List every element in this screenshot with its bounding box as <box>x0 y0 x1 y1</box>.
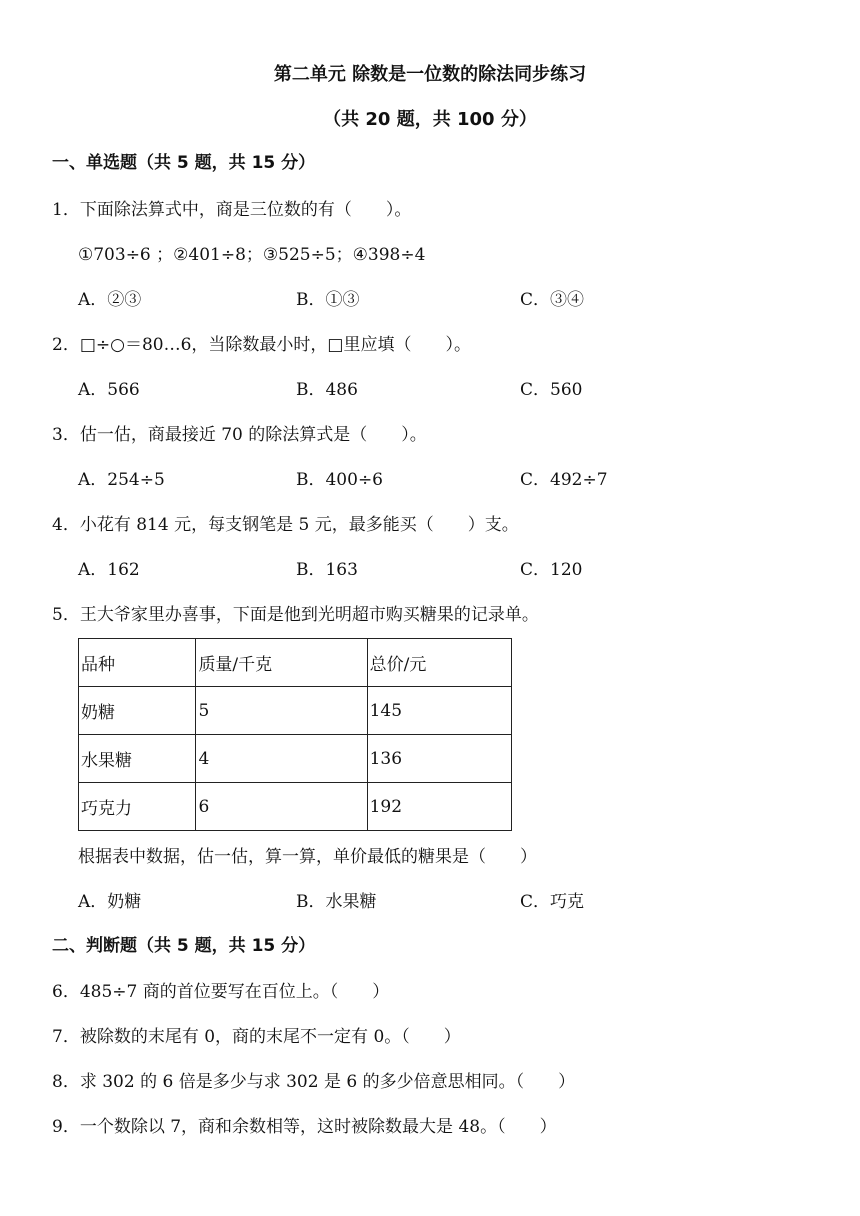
question-2-text: 2．□÷○＝80…6，当除数最小时，□里应填（ ）。 <box>52 335 471 355</box>
option-c[interactable]: C．巧克 <box>520 892 585 912</box>
table-cell: 4 <box>196 735 367 783</box>
option-c[interactable]: C．492÷7 <box>520 470 608 490</box>
option-b[interactable]: B．400÷6 <box>296 470 384 490</box>
table-cell: 巧克力 <box>79 783 196 831</box>
question-3-text: 3．估一估，商最接近 70 的除法算式是（ ）。 <box>52 425 427 445</box>
table-header-row <box>79 639 512 687</box>
question-4-text: 4．小花有 814 元，每支钢笔是 5 元，最多能买（ ）支。 <box>52 515 519 535</box>
table-cell: 145 <box>367 687 511 735</box>
table-header-cell: 总价/元 <box>367 639 511 687</box>
page-title: 第二单元 除数是一位数的除法同步练习 <box>273 64 587 85</box>
question-8-text: 8．求 302 的 6 倍是多少与求 302 是 6 的多少倍意思相同。（ ） <box>52 1072 576 1092</box>
candy-record-table <box>78 638 512 831</box>
table-header-cell: 质量/千克 <box>196 639 367 687</box>
table-cell: 136 <box>367 735 511 783</box>
option-a[interactable]: A．162 <box>78 560 140 580</box>
table-cell: 192 <box>367 783 511 831</box>
table-header-cell: 品种 <box>79 639 196 687</box>
option-b[interactable]: B．486 <box>296 380 358 400</box>
table-cell: 5 <box>196 687 367 735</box>
question-5-options <box>0 887 860 917</box>
option-a[interactable]: A．254÷5 <box>78 470 165 490</box>
question-4-options <box>0 555 860 585</box>
question-5-prompt: 根据表中数据，估一估，算一算，单价最低的糖果是（ ） <box>78 847 537 867</box>
table-row <box>79 783 512 831</box>
question-9-text: 9．一个数除以 7，商和余数相等，这时被除数最大是 48。（ ） <box>52 1117 557 1137</box>
table-cell: 奶糖 <box>79 687 196 735</box>
option-a[interactable]: A．奶糖 <box>78 892 142 912</box>
option-b[interactable]: B．①③ <box>296 290 360 310</box>
option-c[interactable]: C．120 <box>520 560 583 580</box>
question-3-options <box>0 465 860 495</box>
table-cell: 6 <box>196 783 367 831</box>
option-b[interactable]: B．163 <box>296 560 358 580</box>
question-7-text: 7．被除数的末尾有 0，商的末尾不一定有 0。（ ） <box>52 1027 461 1047</box>
section-heading-true-false: 二、判断题（共 5 题，共 15 分） <box>52 936 316 956</box>
section-heading-single-choice: 一、单选题（共 5 题，共 15 分） <box>52 153 316 173</box>
question-5-text: 5．王大爷家里办喜事，下面是他到光明超市购买糖果的记录单。 <box>52 605 539 625</box>
option-c[interactable]: C．560 <box>520 380 583 400</box>
option-a[interactable]: A．②③ <box>78 290 142 310</box>
question-1-options <box>0 285 860 315</box>
option-a[interactable]: A．566 <box>78 380 140 400</box>
option-c[interactable]: C．③④ <box>520 290 585 310</box>
table-row <box>79 687 512 735</box>
option-b[interactable]: B．水果糖 <box>296 892 377 912</box>
question-6-text: 6．485÷7 商的首位要写在百位上。（ ） <box>52 982 390 1002</box>
table-cell: 水果糖 <box>79 735 196 783</box>
question-2-options <box>0 375 860 405</box>
question-1-expressions: ①703÷6 ；②401÷8；③525÷5；④398÷4 <box>78 245 426 265</box>
question-1-text: 1．下面除法算式中，商是三位数的有（ ）。 <box>52 200 412 220</box>
table-row <box>79 735 512 783</box>
page-subtitle: （共 20 题，共 100 分） <box>323 109 537 130</box>
